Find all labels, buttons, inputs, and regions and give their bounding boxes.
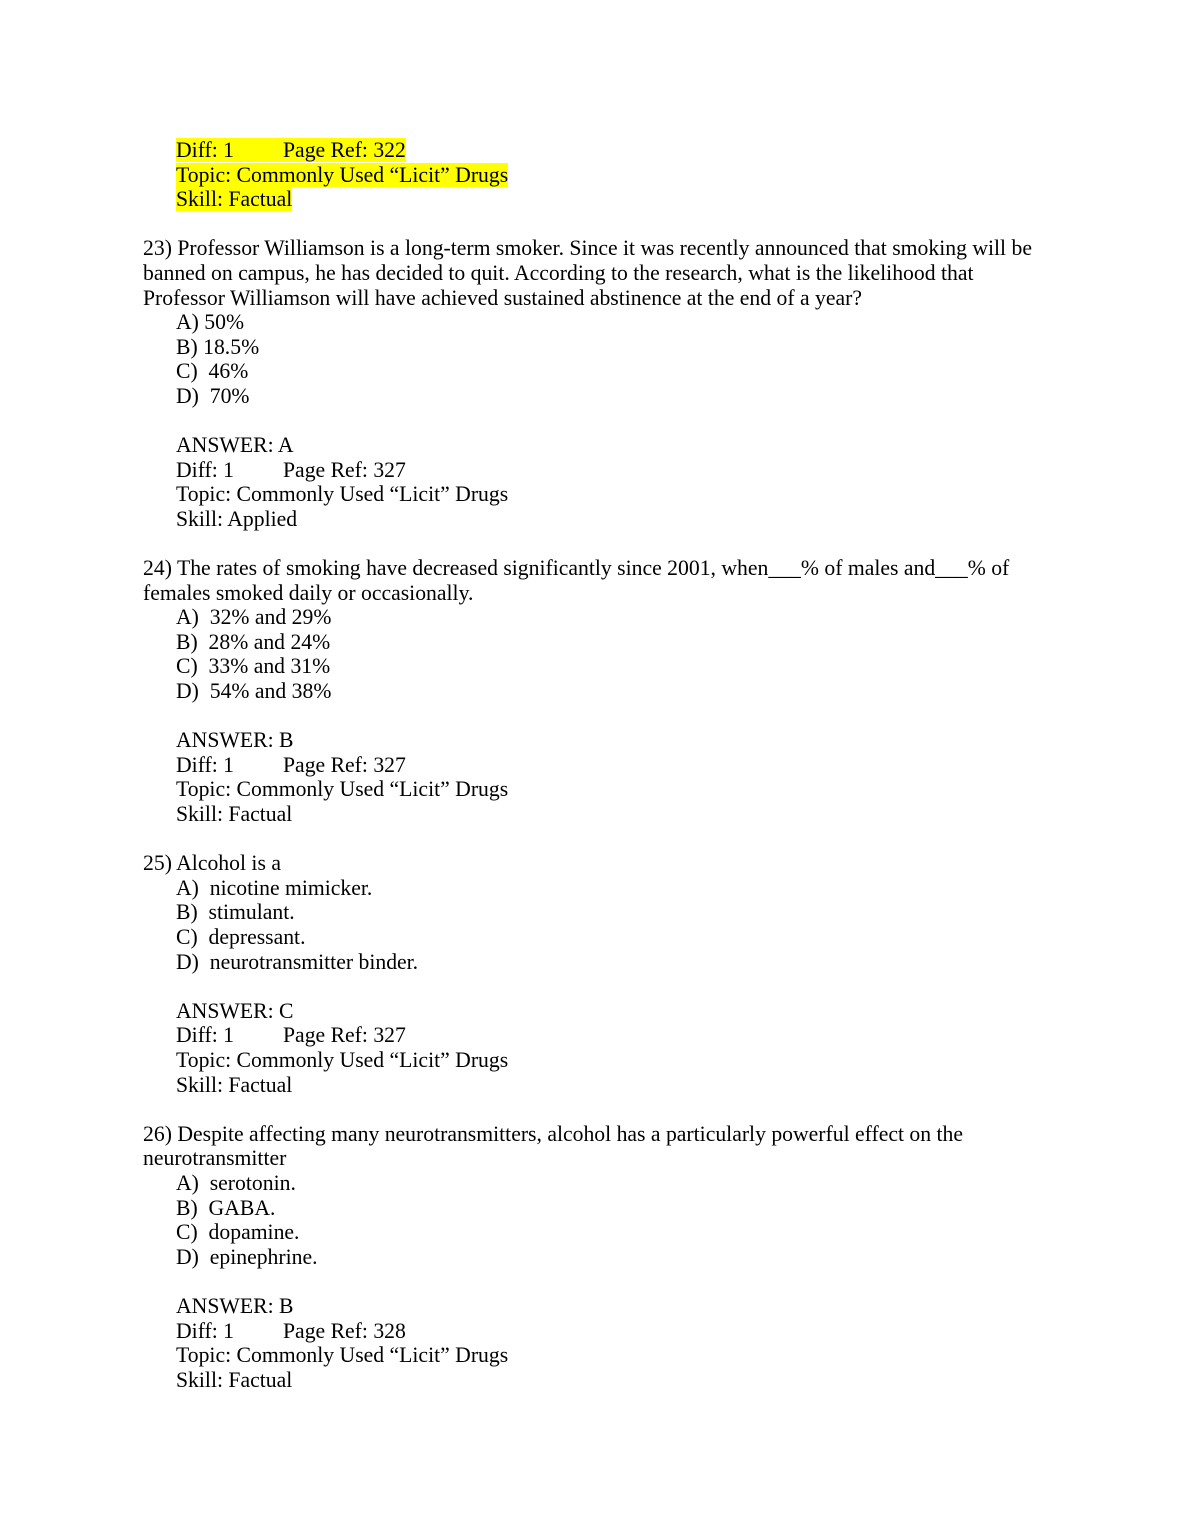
options-list	[143, 876, 1050, 974]
question-text	[143, 556, 1050, 605]
skill-label: Skill: Factual	[176, 1367, 293, 1392]
diff-pageref-line	[143, 753, 1050, 778]
options-list	[143, 605, 1050, 703]
option-line: C) 46%	[176, 359, 249, 384]
question-body: Alcohol is a	[176, 851, 281, 876]
option-line: C) 33% and 31%	[176, 654, 331, 679]
pageref-label: Page Ref: 328	[283, 1318, 406, 1343]
answer-block	[143, 1294, 1050, 1392]
topic-label: Topic: Commonly Used “Licit” Drugs	[176, 1047, 509, 1072]
meta-line-topic	[143, 163, 1050, 188]
question-body: Professor Williamson is a long-term smoker. Since it was recently announced that smoking will be banned on campus, he has decided to quit. According to the research, what is the likelihood that Professor Williamson will have achieved sustained abstinence at the end of a year?	[143, 236, 1038, 310]
option-line: D) epinephrine.	[176, 1244, 318, 1269]
option-line: C) dopamine.	[176, 1220, 300, 1245]
option-line: A) serotonin.	[176, 1170, 296, 1195]
question-number: 25)	[143, 851, 177, 876]
answer-label: ANSWER: B	[176, 728, 294, 753]
question-number: 24)	[143, 556, 177, 581]
meta-line-skill	[143, 187, 1050, 212]
skill-label: Skill: Factual	[176, 1072, 293, 1097]
topic-label: Topic: Commonly Used “Licit” Drugs	[176, 1343, 509, 1368]
option-line: C) depressant.	[176, 925, 306, 949]
answer-block	[143, 999, 1050, 1097]
question-block	[143, 851, 1050, 1097]
questions-list	[143, 236, 1050, 1392]
options-list	[143, 1171, 1050, 1269]
diff-label: Diff: 1	[176, 752, 235, 777]
option-line: D) 70%	[176, 383, 250, 408]
option-line: A) 50%	[176, 310, 245, 335]
diff-label: Diff: 1	[176, 457, 235, 482]
skill-label: Skill: Applied	[176, 506, 298, 531]
diff-pageref-line	[143, 458, 1050, 483]
diff-label: Diff: 1	[176, 1318, 235, 1343]
question-text	[143, 1122, 1050, 1171]
option-line: B) stimulant.	[176, 900, 295, 925]
question-meta-block	[143, 138, 1050, 212]
topic-label: Topic: Commonly Used “Licit” Drugs	[176, 162, 509, 187]
option-line: B) 18.5%	[176, 334, 260, 359]
diff-label: Diff: 1	[176, 1023, 235, 1048]
question-number: 26)	[143, 1121, 178, 1146]
question-text	[143, 851, 1050, 876]
topic-label: Topic: Commonly Used “Licit” Drugs	[176, 482, 509, 507]
highlighted-span	[176, 138, 406, 162]
diff-pageref-line	[143, 1023, 1050, 1048]
topic-label: Topic: Commonly Used “Licit” Drugs	[176, 777, 509, 802]
option-line: A) nicotine mimicker.	[176, 875, 373, 900]
diff-label: Diff: 1	[176, 138, 235, 162]
diff-pageref-line	[143, 1319, 1050, 1344]
question-body: Despite affecting many neurotransmitters, alcohol has a particularly powerful effect on the neurotransmitter	[143, 1121, 969, 1171]
question-text	[143, 236, 1050, 310]
pageref-label: Page Ref: 327	[283, 1023, 406, 1048]
answer-label: ANSWER: B	[176, 1293, 294, 1318]
answer-block	[143, 433, 1050, 531]
options-list	[143, 310, 1050, 408]
pageref-label: Page Ref: 327	[283, 457, 406, 482]
question-block	[143, 556, 1050, 827]
skill-label: Skill: Factual	[176, 802, 293, 827]
pageref-label: Page Ref: 322	[283, 138, 406, 162]
option-line: B) GABA.	[176, 1195, 276, 1220]
option-line: D) 54% and 38%	[176, 679, 332, 704]
answer-label: ANSWER: A	[176, 433, 294, 458]
skill-label: Skill: Factual	[176, 187, 293, 212]
option-line: D) neurotransmitter binder.	[176, 949, 419, 974]
question-block	[143, 236, 1050, 531]
option-line: A) 32% and 29%	[176, 605, 332, 630]
question-number: 23)	[143, 236, 178, 261]
meta-line-diff-pageref	[143, 138, 1050, 163]
pageref-label: Page Ref: 327	[283, 752, 406, 777]
question-block	[143, 1122, 1050, 1393]
question-body: The rates of smoking have decreased significantly since 2001, when___% of males and___% of females smoked daily or occasionally.	[143, 556, 1015, 605]
answer-block	[143, 728, 1050, 826]
option-line: B) 28% and 24%	[176, 629, 331, 654]
answer-label: ANSWER: C	[176, 998, 294, 1023]
